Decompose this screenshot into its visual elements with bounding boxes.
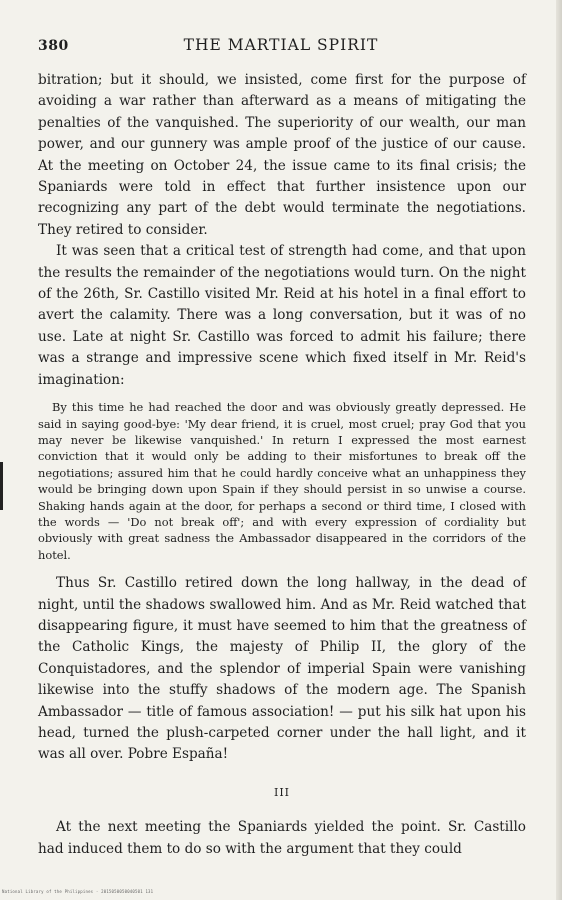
paragraph-1: bitration; but it should, we insisted, come first for the purpose of avoiding a war rather than afterward as a means of mitigating the penalties of the vanquished. The superiority of our wealth, our man power, and our gunnery was ample proof of the justice of our cause. At the meeting on October 24, the issue came to its final crisis; the Spaniards were told in effect that further insistence upon our recognizing any part of the debt would terminate the negotiations. They retired to consider. (38, 72, 526, 238)
paragraph-2: It was seen that a critical test of strength had come, and that upon the results the remainder of the negotiations would turn. On the night of the 26th, Sr. Castillo visited Mr. Reid at his hotel in a final effort to avert the calamity. There was a long conversation, but it was of no use. Late at night Sr. Castillo was forced to admit his failure; there was a strange and impressive scene which fixed itself in Mr. Reid's imagination: (38, 243, 526, 388)
scan-footer-note: National Library of the Philippines · 2015050050040501 131 (2, 889, 154, 894)
quote-text: By this time he had reached the door and was obviously greatly depressed. He said in saying good-bye: 'My dear friend, it is cruel, most cruel; pray God that you may never be likewise vanquished.' In return I expressed the most earnest conviction that it would only be adding to their misfortunes to break off the negotiations; assured him that he could hardly conceive what an unhappiness they would be bringing down upon Spain if they should persist in so unwise a course. Shaking hands again at the door, for perhaps a second or third time, I closed with the words — 'Do not break off'; and with every expression of cordiality but obviously with great sadness the Ambassador disappeared in the corridors of the hotel. (38, 400, 526, 562)
running-head: THE MARTIAL SPIRIT (183, 36, 379, 54)
scan-margin-mark (0, 462, 3, 510)
page-edge (556, 0, 562, 900)
paragraph-3: Thus Sr. Castillo retired down the long hallway, in the dead of night, until the shadows swallowed him. And as Mr. Reid watched that disappearing figure, it must have seemed to him that the greatness of the Catholic Kings, the majesty of Philip II, the glory of the Conquistadores, and the splendor of imperial Spain were vanishing likewise into the stuffy shadows of the modern age. The Spanish Ambassador — title of famous association! — put his silk hat upon his head, turned the plush-carpeted corner under the hall light, and it was all over. Pobre España! (38, 575, 526, 763)
page-number: 380 (38, 38, 69, 54)
section-marker: III (273, 785, 291, 799)
page-header (38, 36, 524, 58)
body-text (38, 70, 526, 860)
paragraph-4: At the next meeting the Spaniards yielded the point. Sr. Castillo had induced them to do so with the argument that they could (38, 819, 526, 857)
block-quote (38, 399, 526, 563)
